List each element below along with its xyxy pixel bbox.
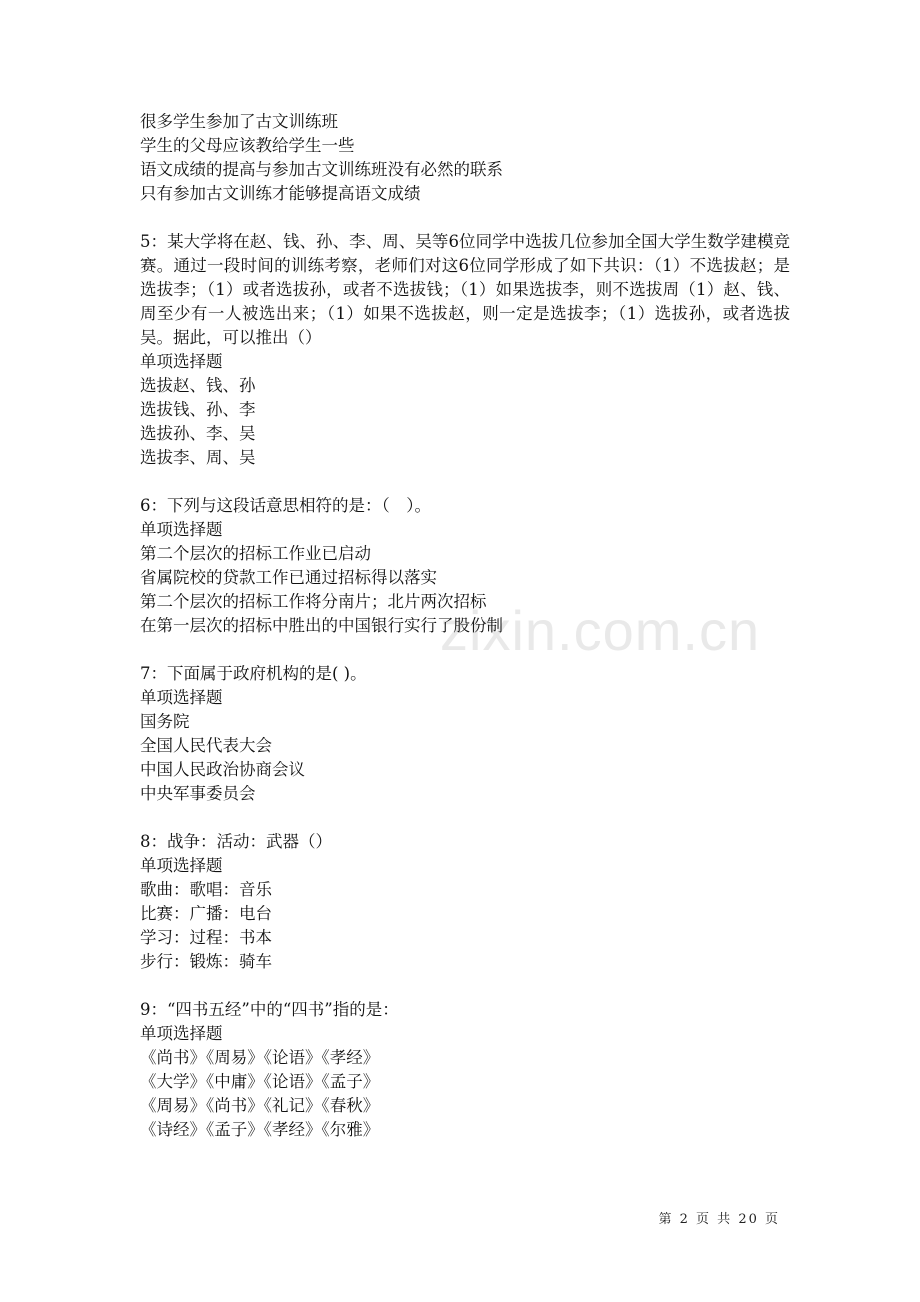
option-text: 选拔钱、孙、李: [140, 400, 256, 419]
option-text: 省属院校的贷款工作已通过招标得以落实: [140, 568, 437, 587]
option-text: 很多学生参加了古文训练班: [140, 112, 338, 131]
option-text: 选拔赵、钱、孙: [140, 376, 256, 395]
option-text: 中国人民政治协商会议: [140, 760, 305, 779]
option-text: 只有参加古文训练才能够提高语文成绩: [140, 184, 421, 203]
option-text: 第二个层次的招标工作业已启动: [140, 544, 371, 563]
question-type: 单项选择题: [140, 856, 223, 875]
option-text: 《诗经》《孟子》《孝经》《尔雅》: [140, 1120, 380, 1139]
option-text: 《尚书》《周易》《论语》《孝经》: [140, 1048, 380, 1067]
page-number-footer: 第 2 页 共 20 页: [658, 1212, 780, 1227]
option-text: 步行：锻炼：骑车: [140, 952, 272, 971]
question-stem: 8：战争：活动：武器（）: [140, 832, 332, 851]
option-text: 歌曲：歌唱：音乐: [140, 880, 272, 899]
page-content: [140, 110, 790, 1142]
question-7: [140, 662, 790, 806]
question-type: 单项选择题: [140, 352, 223, 371]
option-text: 语文成绩的提高与参加古文训练班没有必然的联系: [140, 160, 503, 179]
option-text: 国务院: [140, 712, 190, 731]
question-stem: 5：某大学将在赵、钱、孙、李、周、吴等6位同学中选拔几位参加全国大学生数学建模竞赛。通过一段时间的训练考察，老师们对这6位同学形成了如下共识：（1）不选拔赵；是选拔李；（1）或者选拔孙，或者不选拔钱；（1）如果选拔李，则不选拔周（1）赵、钱、周至少有一人被选出来；（1）如果不选拔赵，则一定是选拔李；（1）选拔孙，或者选拔吴。据此，可以推出（）: [140, 232, 790, 347]
question-stem: 7：下面属于政府机构的是( )。: [140, 664, 367, 683]
option-text: 学生的父母应该教给学生一些: [140, 136, 355, 155]
question-8: [140, 830, 790, 974]
question-type: 单项选择题: [140, 1024, 223, 1043]
option-text: 中央军事委员会: [140, 784, 256, 803]
option-text: 学习：过程：书本: [140, 928, 272, 947]
question-stem: 6：下列与这段话意思相符的是：（ ）。: [140, 496, 431, 515]
question-type: 单项选择题: [140, 520, 223, 539]
previous-question-options: [140, 110, 790, 206]
watermark: zixin.com.cn: [440, 599, 761, 662]
option-text: 《大学》《中庸》《论语》《孟子》: [140, 1072, 380, 1091]
option-text: 选拔李、周、吴: [140, 448, 256, 467]
question-6: [140, 494, 790, 638]
option-text: 全国人民代表大会: [140, 736, 272, 755]
option-text: 第二个层次的招标工作将分南片；北片两次招标: [140, 592, 487, 611]
option-text: 在第一层次的招标中胜出的中国银行实行了股份制: [140, 616, 503, 635]
question-9: [140, 998, 790, 1142]
question-5: [140, 230, 790, 470]
option-text: 《周易》《尚书》《礼记》《春秋》: [140, 1096, 380, 1115]
question-type: 单项选择题: [140, 688, 223, 707]
option-text: 比赛：广播：电台: [140, 904, 272, 923]
question-stem: 9：“四书五经”中的“四书”指的是：: [140, 1000, 399, 1019]
option-text: 选拔孙、李、吴: [140, 424, 256, 443]
